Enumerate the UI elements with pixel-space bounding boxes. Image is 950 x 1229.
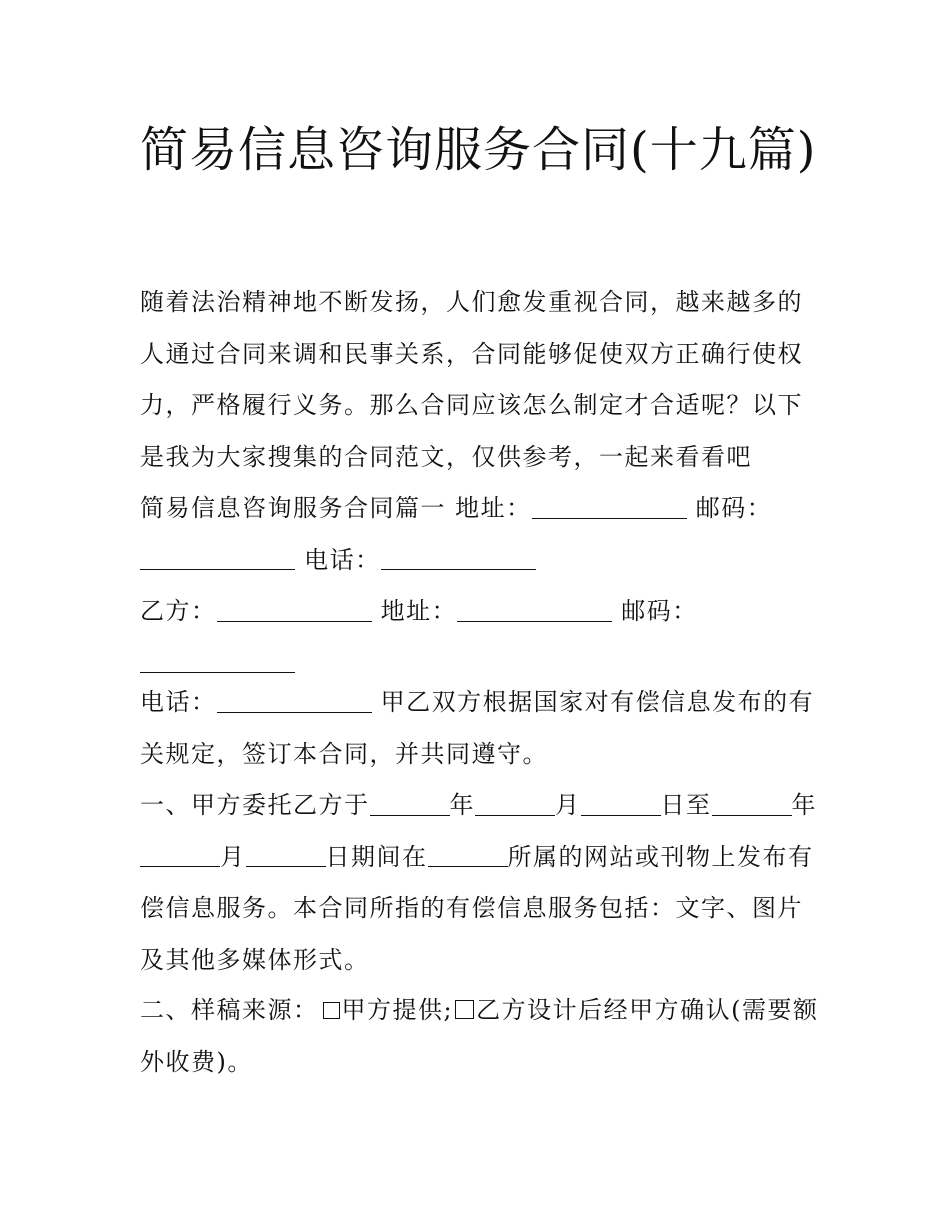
party-a-heading: 简易信息咨询服务合同篇一 xyxy=(140,494,446,522)
clause-1-text: 一、甲方委托乙方于 xyxy=(140,791,370,819)
intro-paragraph: 随着法治精神地不断发扬，人们愈发重视合同，越来越多的人通过合同来调和民事关系，合同能够促使双方正确行使权力，严格履行义务。那么合同应该怎么制定才合适呢？以下是我为大家搜集的合同范文，仅供参考，一起来看看吧 xyxy=(140,288,803,471)
party-b-address-blank[interactable] xyxy=(457,596,612,622)
option-2-label: 乙方设计后经甲方确认(需要额外收费)。 xyxy=(140,996,819,1076)
year-label: 年 xyxy=(791,791,817,819)
agreement-text: 甲乙双方根据国家对有偿信息发布的有关规定，签订本合同，并共同遵守。 xyxy=(140,688,815,768)
end-month-blank[interactable] xyxy=(140,841,220,867)
party-b-label: 乙方： xyxy=(140,597,217,625)
checkbox-option-2[interactable] xyxy=(455,1000,474,1019)
clause-2 xyxy=(140,985,820,1088)
party-a-phone-blank[interactable] xyxy=(381,544,536,570)
start-day-blank[interactable] xyxy=(581,790,661,816)
month-label: 月 xyxy=(555,791,581,819)
clause-2-prefix: 二、样稿来源： xyxy=(140,996,319,1024)
checkbox-option-1[interactable] xyxy=(323,1002,340,1019)
month-label: 月 xyxy=(220,842,246,871)
party-a-block xyxy=(140,483,820,586)
party-b-zip-label: 邮码： xyxy=(621,597,698,625)
period-label: 日期间在 xyxy=(325,842,428,871)
party-b-address-label: 地址： xyxy=(380,597,458,625)
document-title: 简易信息咨询服务合同(十九篇) xyxy=(140,122,817,178)
party-a-zip-blank[interactable] xyxy=(140,544,295,570)
phone-label: 电话： xyxy=(140,688,217,716)
year-label: 年 xyxy=(449,791,475,819)
day-to-label: 日至 xyxy=(660,791,712,819)
party-a-zip-label: 邮码： xyxy=(695,494,773,522)
site-owner-blank[interactable] xyxy=(428,841,508,867)
party-b-block xyxy=(140,586,820,689)
clause-1 xyxy=(140,780,820,986)
party-b-zip-blank[interactable] xyxy=(140,647,295,673)
start-month-blank[interactable] xyxy=(475,790,555,816)
end-day-blank[interactable] xyxy=(246,841,326,867)
party-a-address-label: 地址： xyxy=(455,494,532,522)
start-year-blank[interactable] xyxy=(370,790,450,816)
clause-1-tail: 所属的网站或刊物上发布有偿信息服务。本合同所指的有偿信息服务包括：文字、图片及其他多媒体形式。 xyxy=(140,842,814,974)
party-b-name-blank[interactable] xyxy=(217,596,372,622)
option-1-label: 甲方提供; xyxy=(341,996,454,1024)
end-year-blank[interactable] xyxy=(712,790,792,816)
party-a-address-blank[interactable] xyxy=(532,493,687,519)
phone-blank[interactable] xyxy=(217,687,372,713)
party-a-phone-label: 电话： xyxy=(304,545,381,574)
phone-and-agreement xyxy=(140,677,820,780)
